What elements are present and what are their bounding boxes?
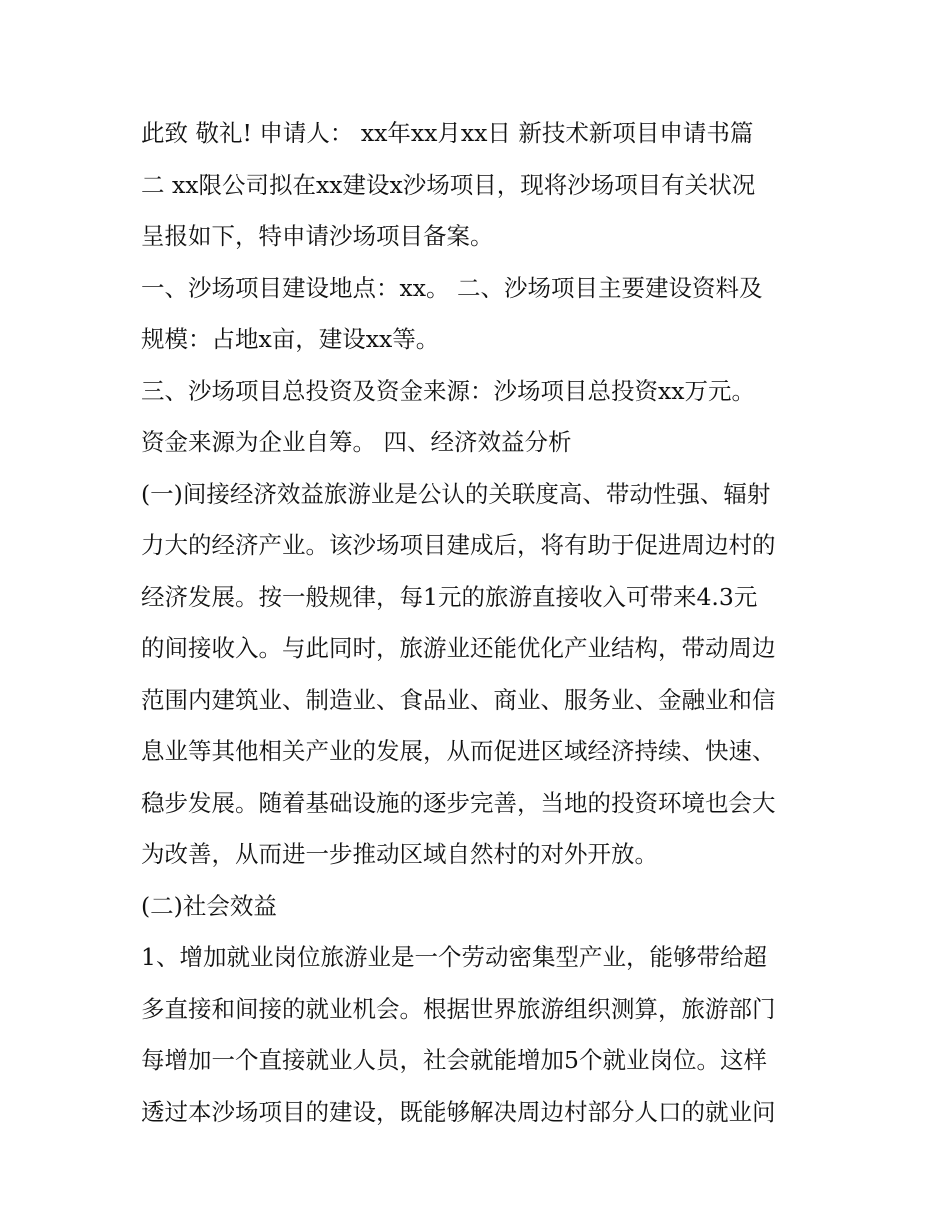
text-line: 息业等其他相关产业的发展，从而促进区域经济持续、快速、 <box>141 737 776 765</box>
text-line: 力大的经济产业。该沙场项目建成后，将有助于促进周边村的 <box>141 531 776 559</box>
text-line: 资金来源为企业自筹。 四、经济效益分析 <box>141 428 572 456</box>
text-line: 一、沙场项目建设地点：xx。 二、沙场项目主要建设资料及 <box>141 273 763 302</box>
section-heading: (二)社会效益 <box>141 891 277 920</box>
text-line: 经济发展。按一般规律，每1元的旅游直接收入可带来4.3元 <box>141 582 758 611</box>
text-line: 呈报如下，特申请沙场项目备案。 <box>141 222 494 250</box>
text-line: 规模：占地x亩，建设xx等。 <box>141 325 440 353</box>
text-line: 二 xx限公司拟在xx建设x沙场项目，现将沙场项目有关状况 <box>141 170 756 199</box>
text-line: 每增加一个直接就业人员，社会就能增加5个就业岗位。这样 <box>141 1046 767 1074</box>
text-line: 为改善，从而进一步推动区域自然村的对外开放。 <box>141 840 658 868</box>
text-line: 多直接和间接的就业机会。根据世界旅游组织测算，旅游部门 <box>141 994 776 1023</box>
text-line: 范围内建筑业、制造业、食品业、商业、服务业、金融业和信 <box>141 685 776 714</box>
text-line: 的间接收入。与此同时，旅游业还能优化产业结构，带动周边 <box>141 634 776 662</box>
text-line: (一)间接经济效益旅游业是公认的关联度高、带动性强、辐射 <box>141 479 771 508</box>
text-line: 此致 敬礼! 申请人： xx年xx月xx日 新技术新项目申请书篇 <box>141 119 754 147</box>
text-line: 1、增加就业岗位旅游业是一个劳动密集型产业，能够带给超 <box>141 943 767 971</box>
text-line: 透过本沙场项目的建设，既能够解决周边村部分人口的就业问 <box>141 1097 776 1126</box>
document-body <box>141 108 821 1138</box>
text-line: 三、沙场项目总投资及资金来源：沙场项目总投资xx万元。 <box>141 376 756 405</box>
text-line: 稳步发展。随着基础设施的逐步完善，当地的投资环境也会大 <box>141 788 776 817</box>
